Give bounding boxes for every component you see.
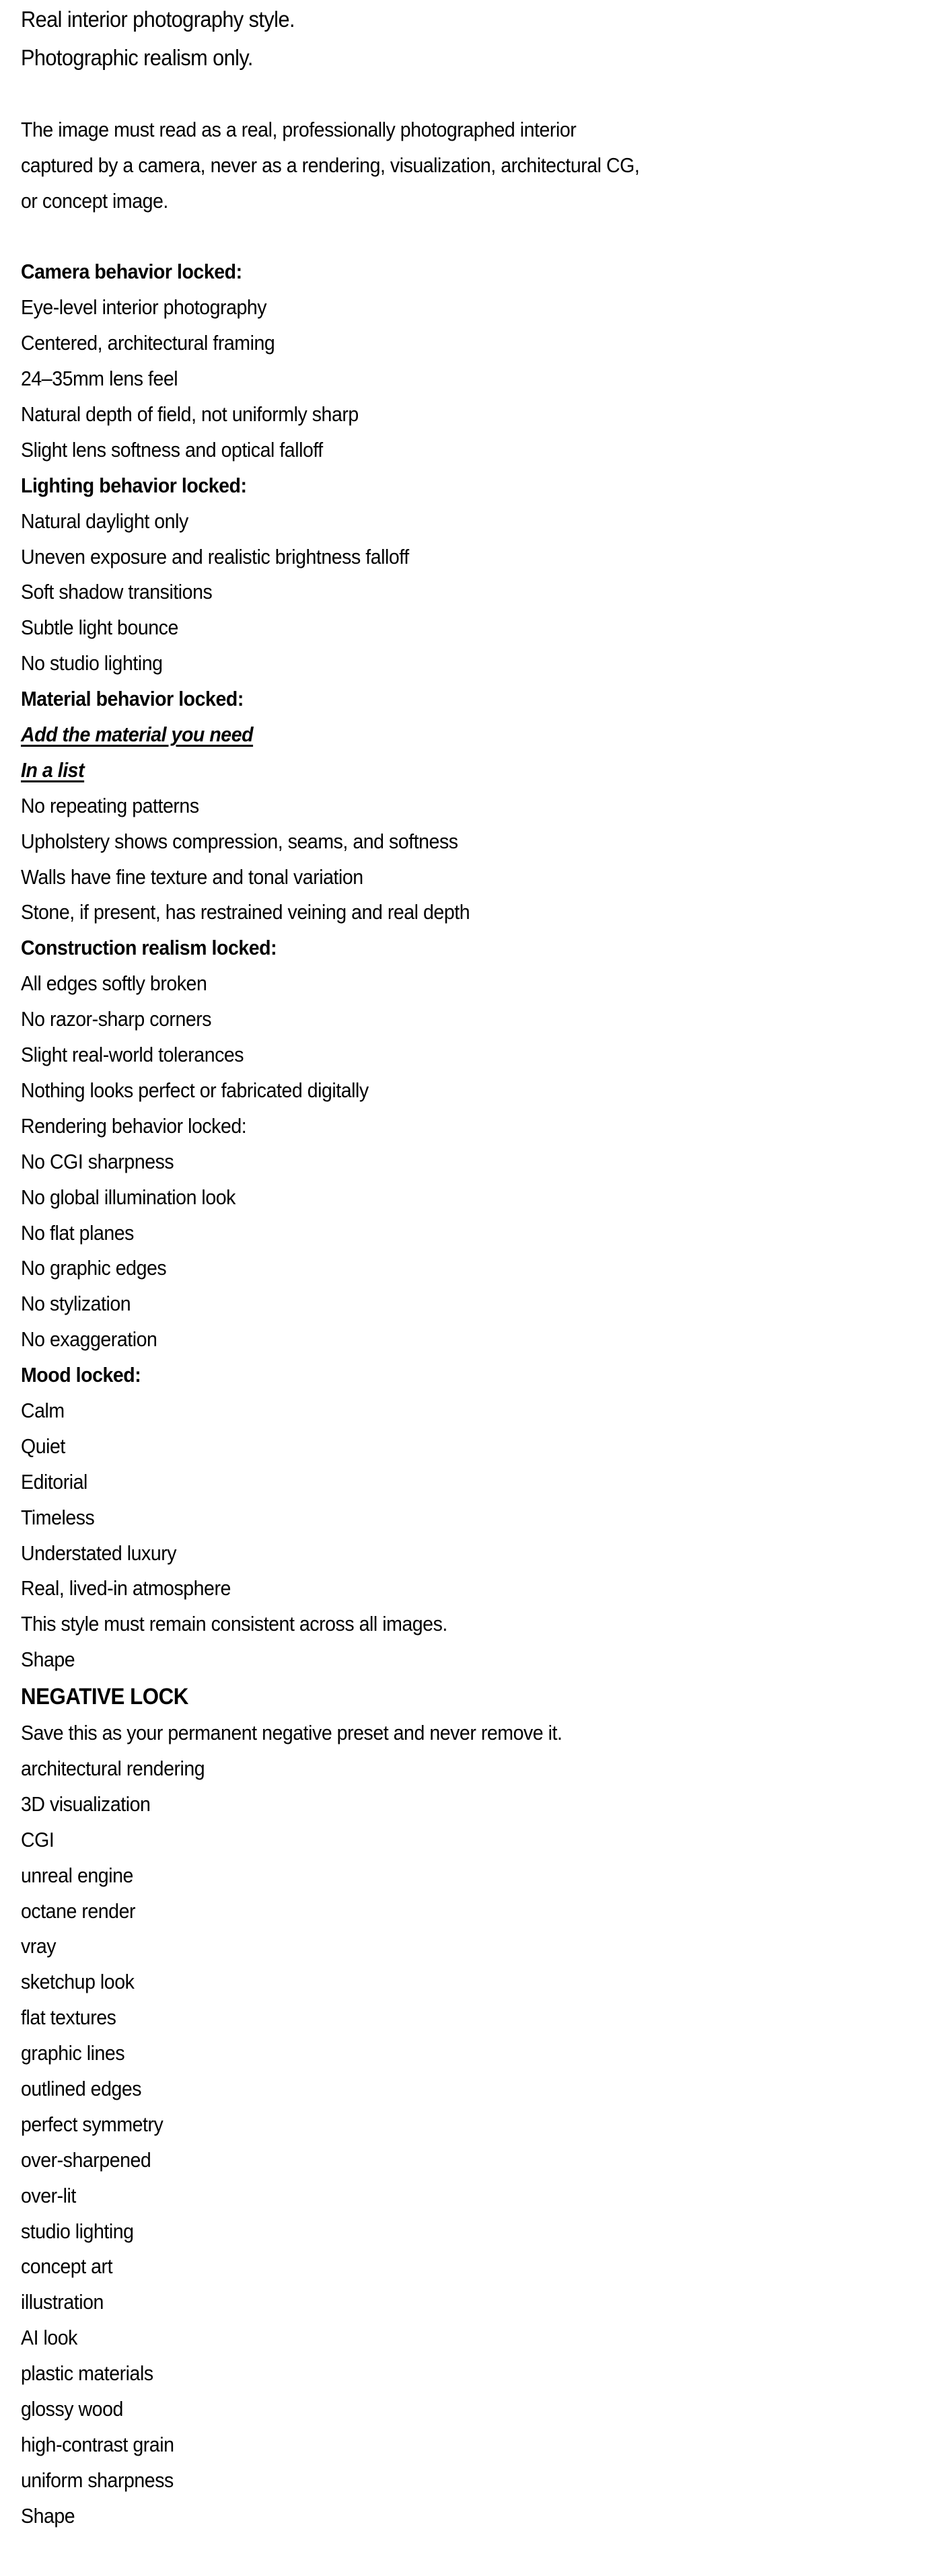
list-item: No flat planes [21, 1220, 134, 1245]
blank-line [21, 219, 936, 255]
negative-term: graphic lines [21, 2041, 125, 2065]
consistency-note: This style must remain consistent across all images. [21, 1612, 447, 1636]
negative-term: outlined edges [21, 2076, 142, 2100]
list-item: Real, lived-in atmosphere [21, 1576, 231, 1600]
list-item: Subtle light bounce [21, 616, 178, 640]
intro-line: or concept image. [21, 188, 168, 213]
list-item: Walls have fine texture and tonal variation [21, 864, 363, 889]
list-item: 24–35mm lens feel [21, 367, 178, 391]
negative-term: over-sharpened [21, 2147, 151, 2172]
negative-term: studio lighting [21, 2219, 134, 2243]
negative-term: CGI [21, 1827, 55, 1851]
document-body [21, 0, 936, 2534]
list-item: Slight real-world tolerances [21, 1043, 244, 1067]
section-heading: Camera behavior locked: [21, 260, 242, 284]
negative-term: high-contrast grain [21, 2432, 174, 2456]
list-item: Calm [21, 1398, 65, 1422]
negative-term: perfect symmetry [21, 2112, 164, 2136]
negative-term: uniform sharpness [21, 2468, 174, 2492]
list-item: Soft shadow transitions [21, 580, 213, 604]
section-heading: Construction realism locked: [21, 936, 277, 960]
section-heading: Material behavior locked: [21, 687, 244, 711]
negative-term: concept art [21, 2254, 113, 2279]
emphasis-text: In a list [21, 758, 85, 782]
negative-term: AI look [21, 2326, 77, 2350]
list-item: No CGI sharpness [21, 1149, 174, 1173]
section-heading: Mood locked: [21, 1363, 141, 1387]
list-item: Uneven exposure and realistic brightness falloff [21, 544, 409, 568]
list-item: Quiet [21, 1434, 65, 1458]
title-line: Real interior photography style. [21, 7, 295, 32]
negative-term: over-lit [21, 2183, 76, 2207]
list-item: All edges softly broken [21, 971, 207, 996]
section-construction [21, 930, 936, 1108]
list-item: Understated luxury [21, 1541, 177, 1565]
list-item: Eye-level interior photography [21, 295, 267, 320]
shape-label: Shape [21, 1648, 75, 1672]
list-item: Editorial [21, 1469, 87, 1494]
negative-term: octane render [21, 1899, 136, 1923]
negative-term: 3D visualization [21, 1792, 151, 1816]
negative-term: flat textures [21, 2005, 116, 2030]
negative-term: unreal engine [21, 1863, 133, 1887]
intro-paragraph [21, 112, 936, 219]
list-item: No exaggeration [21, 1327, 157, 1352]
emphasis-line [21, 717, 863, 753]
section-material [21, 682, 936, 930]
negative-term: sketchup look [21, 1970, 135, 1994]
negative-term: plastic materials [21, 2361, 153, 2386]
list-item: No studio lighting [21, 651, 163, 675]
list-item: Stone, if present, has restrained veining and real depth [21, 900, 470, 924]
list-item: Centered, architectural framing [21, 331, 275, 355]
negative-term: glossy wood [21, 2397, 123, 2421]
negative-term: illustration [21, 2290, 104, 2314]
negative-term: architectural rendering [21, 1756, 205, 1780]
list-item: Nothing looks perfect or fabricated digitally [21, 1078, 369, 1102]
list-item: Natural daylight only [21, 509, 188, 533]
negative-lock-heading: NEGATIVE LOCK [21, 1684, 188, 1710]
section-heading: Rendering behavior locked: [21, 1113, 247, 1138]
list-item: Timeless [21, 1505, 95, 1529]
list-item: No graphic edges [21, 1256, 167, 1280]
list-item: Natural depth of field, not uniformly sharp [21, 402, 359, 427]
list-item: Upholstery shows compression, seams, and softness [21, 829, 458, 853]
emphasis-text: Add the material you need [21, 723, 254, 747]
intro-line: captured by a camera, never as a rendering, visualization, architectural CG, [21, 153, 640, 177]
list-item: No repeating patterns [21, 793, 199, 817]
section-heading: Lighting behavior locked: [21, 473, 247, 497]
section-mood [21, 1358, 936, 1607]
list-item: No razor-sharp corners [21, 1007, 212, 1031]
title-block [21, 0, 936, 77]
list-item: No global illumination look [21, 1185, 235, 1209]
section-negative-lock [21, 1678, 936, 2499]
section-rendering [21, 1109, 936, 1358]
section-lighting [21, 468, 936, 682]
blank-line [21, 77, 936, 112]
section-camera [21, 254, 936, 468]
title-line: Photographic realism only. [21, 45, 253, 70]
intro-line: The image must read as a real, professionally photographed interior [21, 117, 577, 141]
shape-label: Shape [21, 2503, 75, 2528]
negative-lock-instruction: Save this as your permanent negative preset and never remove it. [21, 1721, 562, 1745]
list-item: Slight lens softness and optical falloff [21, 437, 323, 462]
list-item: No stylization [21, 1292, 131, 1316]
negative-term: vray [21, 1934, 57, 1958]
emphasis-line [21, 753, 863, 788]
